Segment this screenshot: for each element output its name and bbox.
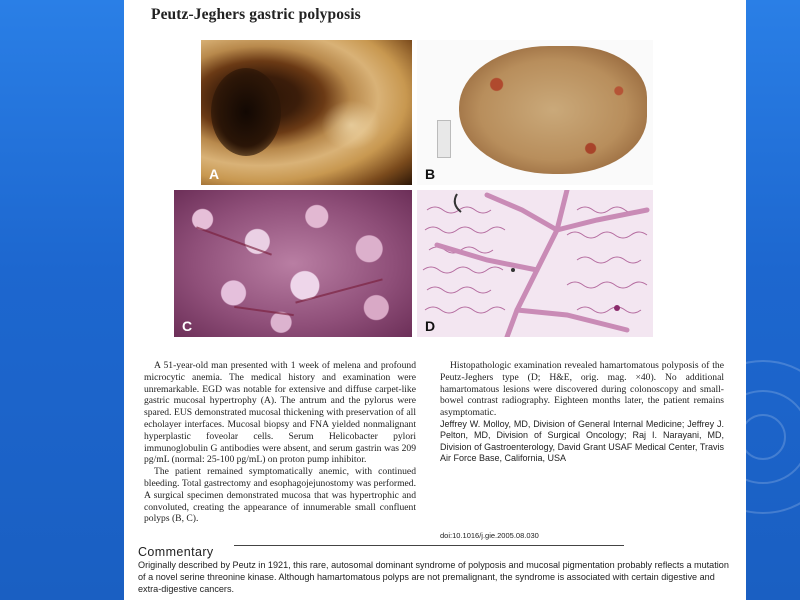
figure-panel-b-specimen bbox=[417, 40, 653, 185]
light-reflection bbox=[321, 100, 381, 150]
case-text-column-2 bbox=[440, 360, 724, 465]
figure-panel-a-endoscopy bbox=[201, 40, 412, 185]
figure-panel-d-histology bbox=[417, 190, 653, 337]
case-text-column-1 bbox=[144, 360, 416, 525]
stomach-specimen bbox=[459, 46, 647, 174]
panel-letter: D bbox=[425, 318, 436, 334]
panel-letter: B bbox=[425, 166, 436, 182]
panel-letter: C bbox=[182, 318, 193, 334]
mucosal-vessel bbox=[196, 226, 272, 255]
panel-letter: A bbox=[209, 166, 220, 182]
case-paragraph: The patient remained symptomatically anemic, with continued bleeding. Total gastrectomy and esophagojejunostomy was performed. A surgical specimen demonstrated mucosa that was hypertrophic and convoluted, creating the appearance of innumerable small confluent polyps (B, C). bbox=[144, 466, 416, 525]
commentary-text: Originally described by Peutz in 1921, this rare, autosomal dominant syndrome of polyposis and mucosal pigmentation probably reflects a mutation of a novel serine threonine kinase. Although hamartomatous polyps are not premalignant, the syndrome is associated with certain digestive and extra-digestive cancers. bbox=[138, 560, 729, 595]
article-page bbox=[124, 0, 746, 600]
commentary-heading: Commentary bbox=[138, 545, 214, 559]
gastric-lumen bbox=[211, 68, 281, 156]
mucosal-vessel bbox=[295, 278, 382, 303]
doi-reference: doi:10.1016/j.gie.2005.08.030 bbox=[440, 531, 539, 540]
specimen-label-tag bbox=[437, 120, 451, 158]
author-affiliations: Jeffrey W. Molloy, MD, Division of General Internal Medicine; Jeffrey J. Pelton, MD, Division of Surgical Oncology; Raj I. Narayani, MD, Division of Gastroenterology, David Grant USAF Medical Center, Travis Air Force Base, California, USA bbox=[440, 418, 724, 464]
mucosal-vessel bbox=[234, 306, 294, 316]
case-paragraph: Histopathologic examination revealed hamartomatous polyposis of the Peutz-Jeghers type (D; H&E, orig. mag. ×40). No additional hamartomatous lesions were discovered during colonoscopy and small-bowel contrast radiography. Eighteen months later, the patient remains asymptomatic. bbox=[440, 360, 724, 419]
case-paragraph: A 51-year-old man presented with 1 week of melena and profound microcytic anemia. The medical history and examination were unremarkable. EGD was notable for extensive and diffuse carpet-like gastric mucosal hypertrophy (A). The antrum and the pylorus were spared. EUS demonstrated mucosal thickening with preservation of all echolayer interfaces. Mucosal biopsy and FNA yielded nonmalignant hyperplastic foveolar cells. Serum Helicobacter pylori immunoglobulin G antibodies were absent, and serum gastrin was 209 pg/mL (normal: 25-100 pg/mL) on proton pump inhibitor. bbox=[144, 360, 416, 466]
figure-panel-c-mucosa-closeup bbox=[174, 190, 412, 337]
background-ripple bbox=[740, 414, 786, 460]
article-title: Peutz-Jeghers gastric polyposis bbox=[151, 6, 361, 23]
histology-image bbox=[417, 190, 653, 337]
section-divider bbox=[234, 545, 624, 546]
